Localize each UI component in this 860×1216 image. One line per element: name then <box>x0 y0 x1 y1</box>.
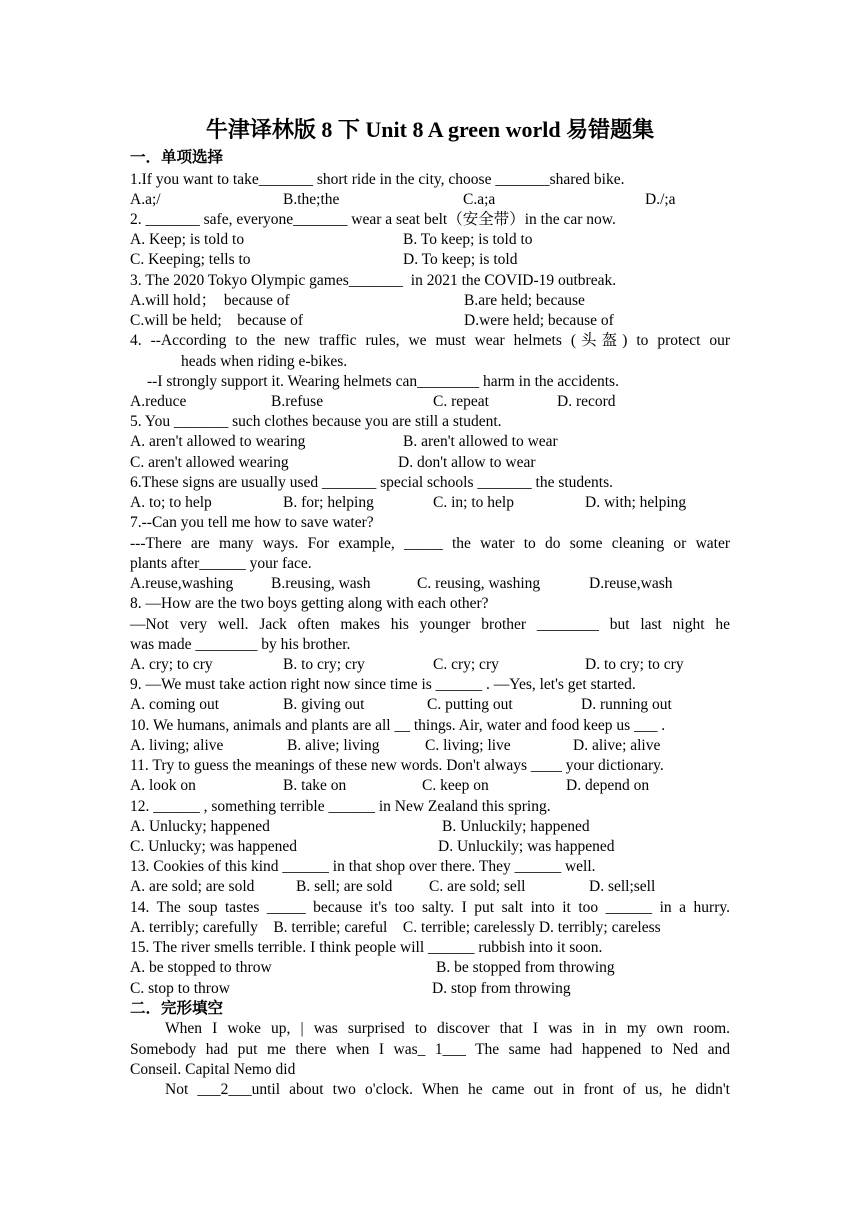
question-13-option-b: B. sell; are sold <box>296 878 393 895</box>
question-3-stem: 3. The 2020 Tokyo Olympic games_______ in 2021 the COVID-19 outbreak. <box>130 272 617 289</box>
question-3-option-b: B.are held; because <box>464 292 585 309</box>
question-8-option-d: D. to cry; to cry <box>585 656 684 673</box>
question-4-stem-line-2: heads when riding e-bikes. <box>181 353 348 370</box>
question-2-option-c: C. Keeping; tells to <box>130 251 251 268</box>
question-15-option-c: C. stop to throw <box>130 980 230 997</box>
question-2-option-d: D. To keep; is told <box>403 251 518 268</box>
question-15-option-b: B. be stopped from throwing <box>436 959 615 976</box>
question-6-option-a: A. to; to help <box>130 494 212 511</box>
question-8-stem-line-1: 8. —How are the two boys getting along with each other? <box>130 595 489 612</box>
question-2-option-a: A. Keep; is told to <box>130 231 245 248</box>
question-1-option-b: B.the;the <box>283 191 340 208</box>
question-5-option-d: D. don't allow to wear <box>398 454 536 471</box>
question-9-option-a: A. coming out <box>130 696 220 713</box>
question-4-option-c: C. repeat <box>433 393 489 410</box>
question-10-option-a: A. living; alive <box>130 737 224 754</box>
question-7-stem-line-3: plants after______ your face. <box>130 555 312 572</box>
question-12-stem: 12. ______ , something terrible ______ in New Zealand this spring. <box>130 798 551 815</box>
question-6-stem: 6.These signs are usually used _______ special schools _______ the students. <box>130 474 614 491</box>
question-12-option-b: B. Unluckily; happened <box>442 818 590 835</box>
question-1-option-c: C.a;a <box>463 191 496 208</box>
question-1-stem: 1.If you want to take_______ short ride in the city, choose _______shared bike. <box>130 171 625 188</box>
document-title: 牛津译林版 8 下 Unit 8 A green world 易错题集 <box>205 117 655 142</box>
question-4-option-d: D. record <box>557 393 616 410</box>
question-7-stem-line-2: ---There are many ways. For example, _____ the water to do some cleaning or water <box>130 535 730 552</box>
question-7-option-a: A.reuse,washing <box>130 575 234 592</box>
question-2-option-b: B. To keep; is told to <box>403 231 533 248</box>
question-13-option-d: D. sell;sell <box>589 878 656 895</box>
question-7-option-b: B.reusing, wash <box>271 575 371 592</box>
question-1-option-a: A.a;/ <box>130 191 161 208</box>
question-11-option-b: B. take on <box>283 777 347 794</box>
question-7-stem-line-1: 7.--Can you tell me how to save water? <box>130 514 374 531</box>
question-3-option-c: C.will be held; because of <box>130 312 304 329</box>
question-13-stem: 13. Cookies of this kind ______ in that shop over there. They ______ well. <box>130 858 596 875</box>
question-8-stem-line-2: —Not very well. Jack often makes his younger brother ________ but last night he <box>130 616 730 633</box>
question-13-option-c: C. are sold; sell <box>429 878 526 895</box>
question-15-option-a: A. be stopped to throw <box>130 959 272 976</box>
question-12-option-a: A. Unlucky; happened <box>130 818 270 835</box>
question-9-option-c: C. putting out <box>427 696 513 713</box>
cloze-paragraph-line-3: Conseil. Capital Nemo did <box>130 1061 296 1078</box>
section-heading-cloze: 二．完形填空 <box>130 1000 224 1017</box>
question-4-option-b: B.refuse <box>271 393 324 410</box>
question-6-option-c: C. in; to help <box>433 494 514 511</box>
question-10-option-c: C. living; live <box>425 737 511 754</box>
question-13-option-a: A. are sold; are sold <box>130 878 255 895</box>
question-11-stem: 11. Try to guess the meanings of these new words. Don't always ____ your dictionary. <box>130 757 664 774</box>
question-6-option-d: D. with; helping <box>585 494 687 511</box>
question-12-option-c: C. Unlucky; was happened <box>130 838 298 855</box>
question-10-option-b: B. alive; living <box>287 737 380 754</box>
question-5-stem: 5. You _______ such clothes because you are still a student. <box>130 413 502 430</box>
question-4-option-a: A.reduce <box>130 393 187 410</box>
question-4-stem-line-1: 4. --According to the new traffic rules, we must wear helmets (头盔) to protect our <box>130 332 730 349</box>
question-15-option-d: D. stop from throwing <box>432 980 571 997</box>
section-heading-multiple-choice: 一．单项选择 <box>130 149 224 166</box>
question-10-option-d: D. alive; alive <box>573 737 661 754</box>
question-5-option-b: B. aren't allowed to wear <box>403 433 558 450</box>
question-11-option-c: C. keep on <box>422 777 489 794</box>
question-10-stem: 10. We humans, animals and plants are all __ things. Air, water and food keep us ___ . <box>130 717 666 734</box>
question-2-stem: 2. _______ safe, everyone_______ wear a seat belt（安全带）in the car now. <box>130 211 616 228</box>
question-7-option-d: D.reuse,wash <box>589 575 673 592</box>
question-9-option-b: B. giving out <box>283 696 365 713</box>
question-14-options: A. terribly; carefully B. terrible; careful C. terrible; carelessly D. terribly; careless <box>130 919 661 936</box>
question-5-option-a: A. aren't allowed to wearing <box>130 433 306 450</box>
question-3-option-a: A.will hold； because of <box>130 292 290 309</box>
question-11-option-a: A. look on <box>130 777 196 794</box>
question-15-stem: 15. The river smells terrible. I think people will ______ rubbish into it soon. <box>130 939 603 956</box>
question-12-option-d: D. Unluckily; was happened <box>438 838 615 855</box>
question-8-stem-line-3: was made ________ by his brother. <box>130 636 351 653</box>
question-8-option-a: A. cry; to cry <box>130 656 213 673</box>
cloze-paragraph-line-2: Somebody had put me there when I was_ 1___ The same had happened to Ned and <box>130 1041 730 1058</box>
question-14-stem: 14. The soup tastes _____ because it's too salty. I put salt into it too ______ in a hurry. <box>130 899 730 916</box>
question-6-option-b: B. for; helping <box>283 494 374 511</box>
question-11-option-d: D. depend on <box>566 777 650 794</box>
cloze-paragraph-line-1: When I woke up, | was surprised to discover that I was in in my own room. <box>165 1020 730 1037</box>
question-8-option-c: C. cry; cry <box>433 656 499 673</box>
question-9-option-d: D. running out <box>581 696 672 713</box>
question-4-stem-line-3: --I strongly support it. Wearing helmets can________ harm in the accidents. <box>147 373 619 390</box>
cloze-paragraph-line-4: Not ___2___until about two o'clock. When he came out in front of us, he didn't <box>165 1081 730 1098</box>
question-3-option-d: D.were held; because of <box>464 312 614 329</box>
question-7-option-c: C. reusing, washing <box>417 575 541 592</box>
question-8-option-b: B. to cry; cry <box>283 656 365 673</box>
question-9-stem: 9. —We must take action right now since time is ______ . —Yes, let's get started. <box>130 676 636 693</box>
question-5-option-c: C. aren't allowed wearing <box>130 454 289 471</box>
question-1-option-d: D./;a <box>645 191 676 208</box>
